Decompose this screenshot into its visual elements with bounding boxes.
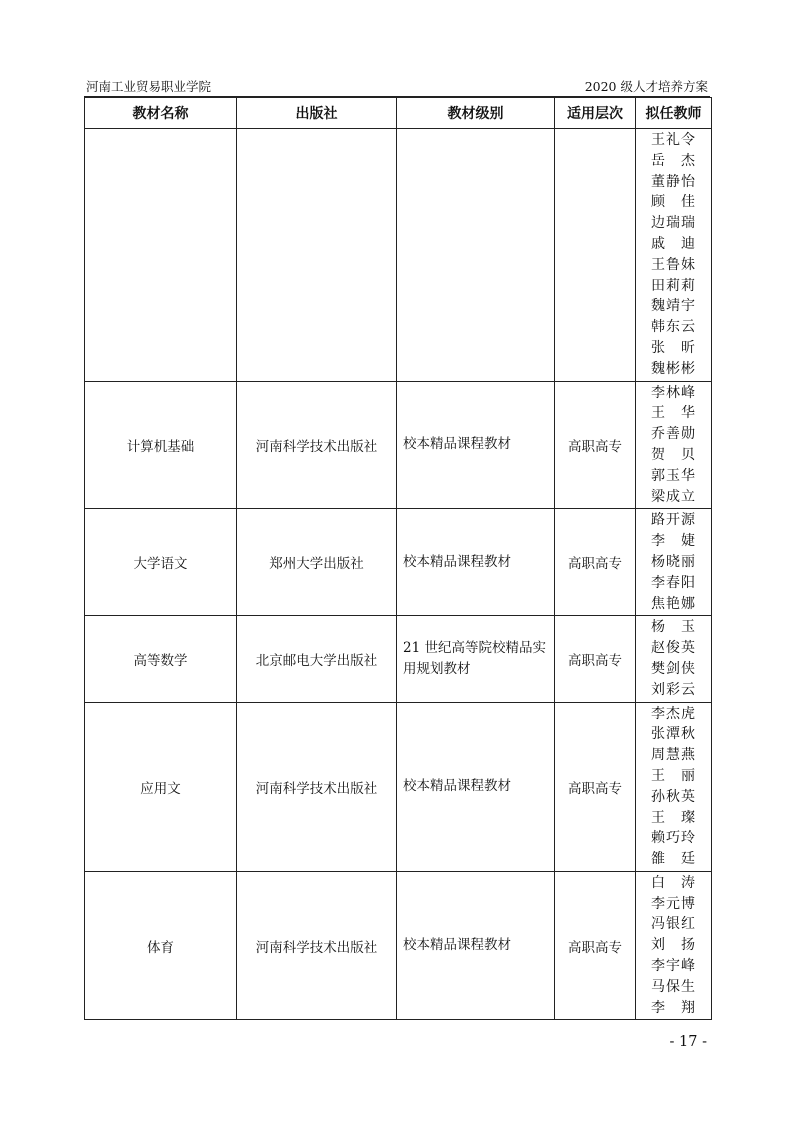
teachers-cell xyxy=(636,616,712,702)
teacher-name: 戚 迪 xyxy=(651,235,696,252)
teacher-name: 郭玉华 xyxy=(651,467,696,484)
teacher-name: 王 璨 xyxy=(651,809,696,826)
teacher-name: 赵俊英 xyxy=(651,640,696,657)
column-header-name: 教材名称 xyxy=(85,98,237,129)
textbook-name-cell: 计算机基础 xyxy=(85,381,237,509)
teacher-name: 雒 廷 xyxy=(651,851,696,868)
column-header-level: 教材级别 xyxy=(397,98,555,129)
teacher-name: 董静怡 xyxy=(651,173,696,190)
teacher-name: 张潭秋 xyxy=(651,726,696,743)
textbook-name-cell: 大学语文 xyxy=(85,509,237,616)
teacher-name: 赖巧玲 xyxy=(651,830,696,847)
scope-cell: 高职高专 xyxy=(555,381,636,509)
teacher-name: 李春阳 xyxy=(651,574,696,591)
teacher-name: 韩东云 xyxy=(651,319,696,336)
level-cell: 校本精品课程教材 xyxy=(397,871,555,1020)
teacher-name: 魏靖宇 xyxy=(651,298,696,315)
publisher-cell xyxy=(237,129,397,382)
header-school-name: 河南工业贸易职业学院 xyxy=(86,79,212,94)
column-header-scope: 适用层次 xyxy=(555,98,636,129)
teacher-name: 梁成立 xyxy=(651,488,696,505)
page-number: - 17 - xyxy=(669,1034,707,1050)
column-header-publisher: 出版社 xyxy=(237,98,397,129)
publisher-cell: 北京邮电大学出版社 xyxy=(237,616,397,702)
publisher-cell: 河南科学技术出版社 xyxy=(237,381,397,509)
scope-cell: 高职高专 xyxy=(555,509,636,616)
level-cell: 21 世纪高等院校精品实用规划教材 xyxy=(397,616,555,702)
teacher-name: 路开源 xyxy=(651,512,696,529)
teacher-name: 樊剑侠 xyxy=(651,660,696,677)
teacher-name: 顾 佳 xyxy=(651,194,696,211)
table-row xyxy=(85,509,712,616)
level-cell: 校本精品课程教材 xyxy=(397,381,555,509)
teacher-name: 王鲁妹 xyxy=(651,256,696,273)
textbook-table xyxy=(84,97,712,1020)
scope-cell: 高职高专 xyxy=(555,871,636,1020)
teachers-cell xyxy=(636,509,712,616)
teacher-name: 王 华 xyxy=(651,405,696,422)
teacher-name: 李林峰 xyxy=(651,384,696,401)
teacher-name: 李宇峰 xyxy=(651,958,696,975)
teacher-name: 田莉莉 xyxy=(651,277,696,294)
level-cell: 校本精品课程教材 xyxy=(397,509,555,616)
publisher-cell: 河南科学技术出版社 xyxy=(237,871,397,1020)
teacher-name: 刘彩云 xyxy=(651,681,696,698)
table-row xyxy=(85,616,712,702)
publisher-cell: 郑州大学出版社 xyxy=(237,509,397,616)
teacher-name: 贺 贝 xyxy=(651,446,696,463)
table-row xyxy=(85,702,712,871)
level-cell: 校本精品课程教材 xyxy=(397,702,555,871)
table-row xyxy=(85,129,712,382)
teachers-cell xyxy=(636,129,712,382)
level-cell xyxy=(397,129,555,382)
table-row xyxy=(85,381,712,509)
teacher-name: 杨晓丽 xyxy=(651,553,696,570)
teachers-cell xyxy=(636,871,712,1020)
column-header-teachers: 拟任教师 xyxy=(636,98,712,129)
teacher-name: 岳 杰 xyxy=(651,152,696,169)
table-header-row xyxy=(85,98,712,129)
scope-cell: 高职高专 xyxy=(555,702,636,871)
running-header xyxy=(84,78,710,98)
textbook-name-cell: 高等数学 xyxy=(85,616,237,702)
teacher-name: 魏彬彬 xyxy=(651,360,696,377)
teacher-name: 孙秋英 xyxy=(651,788,696,805)
teacher-name: 李元博 xyxy=(651,895,696,912)
teacher-name: 焦艳娜 xyxy=(651,595,696,612)
teacher-name: 马保生 xyxy=(651,978,696,995)
scope-cell: 高职高专 xyxy=(555,616,636,702)
teacher-name: 李 翔 xyxy=(651,999,696,1016)
table-row xyxy=(85,871,712,1020)
scope-cell xyxy=(555,129,636,382)
teacher-name: 李杰虎 xyxy=(651,705,696,722)
teacher-name: 白 涛 xyxy=(651,874,696,891)
teacher-name: 乔善勋 xyxy=(651,426,696,443)
textbook-name-cell: 体育 xyxy=(85,871,237,1020)
teacher-name: 冯银红 xyxy=(651,916,696,933)
teacher-name: 边瑞瑞 xyxy=(651,215,696,232)
header-plan-title: 2020 级人才培养方案 xyxy=(584,79,708,94)
teacher-name: 杨 玉 xyxy=(651,619,696,636)
teacher-name: 刘 扬 xyxy=(651,937,696,954)
teacher-name: 周慧燕 xyxy=(651,747,696,764)
teacher-name: 王礼令 xyxy=(651,132,696,148)
publisher-cell: 河南科学技术出版社 xyxy=(237,702,397,871)
teacher-name: 王 丽 xyxy=(651,767,696,784)
teachers-cell xyxy=(636,702,712,871)
teachers-cell xyxy=(636,381,712,509)
textbook-name-cell: 应用文 xyxy=(85,702,237,871)
teacher-name: 张 昕 xyxy=(651,339,696,356)
teacher-name: 李 婕 xyxy=(651,533,696,550)
textbook-name-cell xyxy=(85,129,237,382)
